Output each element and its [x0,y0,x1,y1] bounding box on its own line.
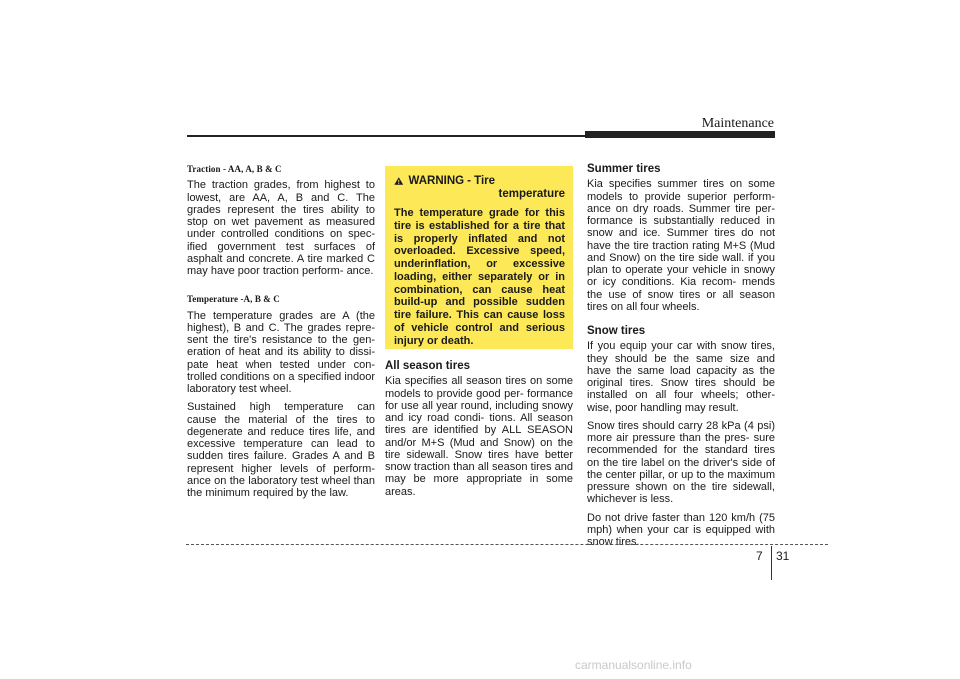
header-rule [187,135,775,137]
warning-subject-line1: - Tire [467,175,496,187]
watermark: carmanualsonline.info [575,658,692,672]
section-title: Maintenance [701,116,774,131]
page-number: 31 [776,549,790,563]
page-number-divider [771,546,772,580]
temperature-paragraph-2: Sustained high temperature can cause the material of the tires to degenerate and reduce tires life, and excessive temperature can lead to sudden tires failure. Grades A and B represent higher levels of perform- ance on the laboratory test wheel than the minimum required by the law. [187,401,375,499]
snow-heading: Snow tires [587,325,646,337]
chapter-number: 7 [756,549,763,563]
warning-subject-line2: temperature [498,188,565,200]
warning-title [394,175,565,201]
snow-paragraph-3: Do not drive faster than 120 km/h (75 mph) when your car is equipped with snow tires. [587,511,775,548]
all-season-paragraph: Kia specifies all season tires on some models to provide good per- formance for use all year round, including snowy and icy road condi- tions. All season tires are identified by ALL SEASON and/or M+S (Mud and Snow) on the tire sidewall. Snow tires have better snow traction than all season tires and may be more appropriate in some areas. [385,375,573,498]
summer-heading: Summer tires [587,163,661,175]
traction-heading: Traction - AA, A, B & C [187,164,282,174]
snow-paragraph-1: If you equip your car with snow tires, they should be the same size and have the same load capacity as the original tires. Snow tires should be installed on all four wheels; other- wise, poor handling may result. [587,340,775,414]
temperature-paragraph-1: The temperature grades are A (the highest), B and C. The grades repre- sent the tire's resistance to the gen- eration of heat and its ability to dissi- pate heat when tested under con- trolled conditions on a specified indoor laboratory test wheel. [187,309,375,395]
warning-body: The temperature grade for this tire is established for a tire that is properly inflated and not overloaded. Excessive speed, underinflation, or excessive loading, either separately or in combination, can cause heat build-up and possible sudden tire failure. This can cause loss of vehicle control and serious injury or death. [394,207,565,347]
summer-paragraph: Kia specifies summer tires on some models to provide superior perform- ance on dry roads. Summer tire per- formance is substantially reduced in snow and ice. Summer tires do not have the tire traction rating M+S (Mud and Snow) on the tire side wall. if you plan to operate your vehicle in snowy or icy conditions. Kia recom- mends the use of snow tires or all season tires on all four wheels. [587,178,775,313]
column-left [187,163,375,505]
warning-box [385,166,573,349]
footer-rule [186,544,828,545]
all-season-heading: All season tires [385,360,471,372]
temperature-heading: Temperature -A, B & C [187,294,280,305]
warning-label: WARNING [408,175,465,187]
traction-paragraph: The traction grades, from highest to lowest, are AA, A, B and C. The grades represent the tires ability to stop on wet pavement as measured under controlled conditions on spec- ified government test surfaces of asphalt and concrete. A tire marked C may have poor traction perform- ance. [187,179,375,277]
column-right [587,163,775,554]
column-middle [385,360,573,504]
snow-paragraph-2: Snow tires should carry 28 kPa (4 psi) more air pressure than the pres- sure recommended for the standard tires on the tire label on the driver's side of the center pillar, or up to the maximum pressure shown on the tire sidewall, whichever is less. [587,419,775,506]
warning-triangle-icon [394,175,404,187]
